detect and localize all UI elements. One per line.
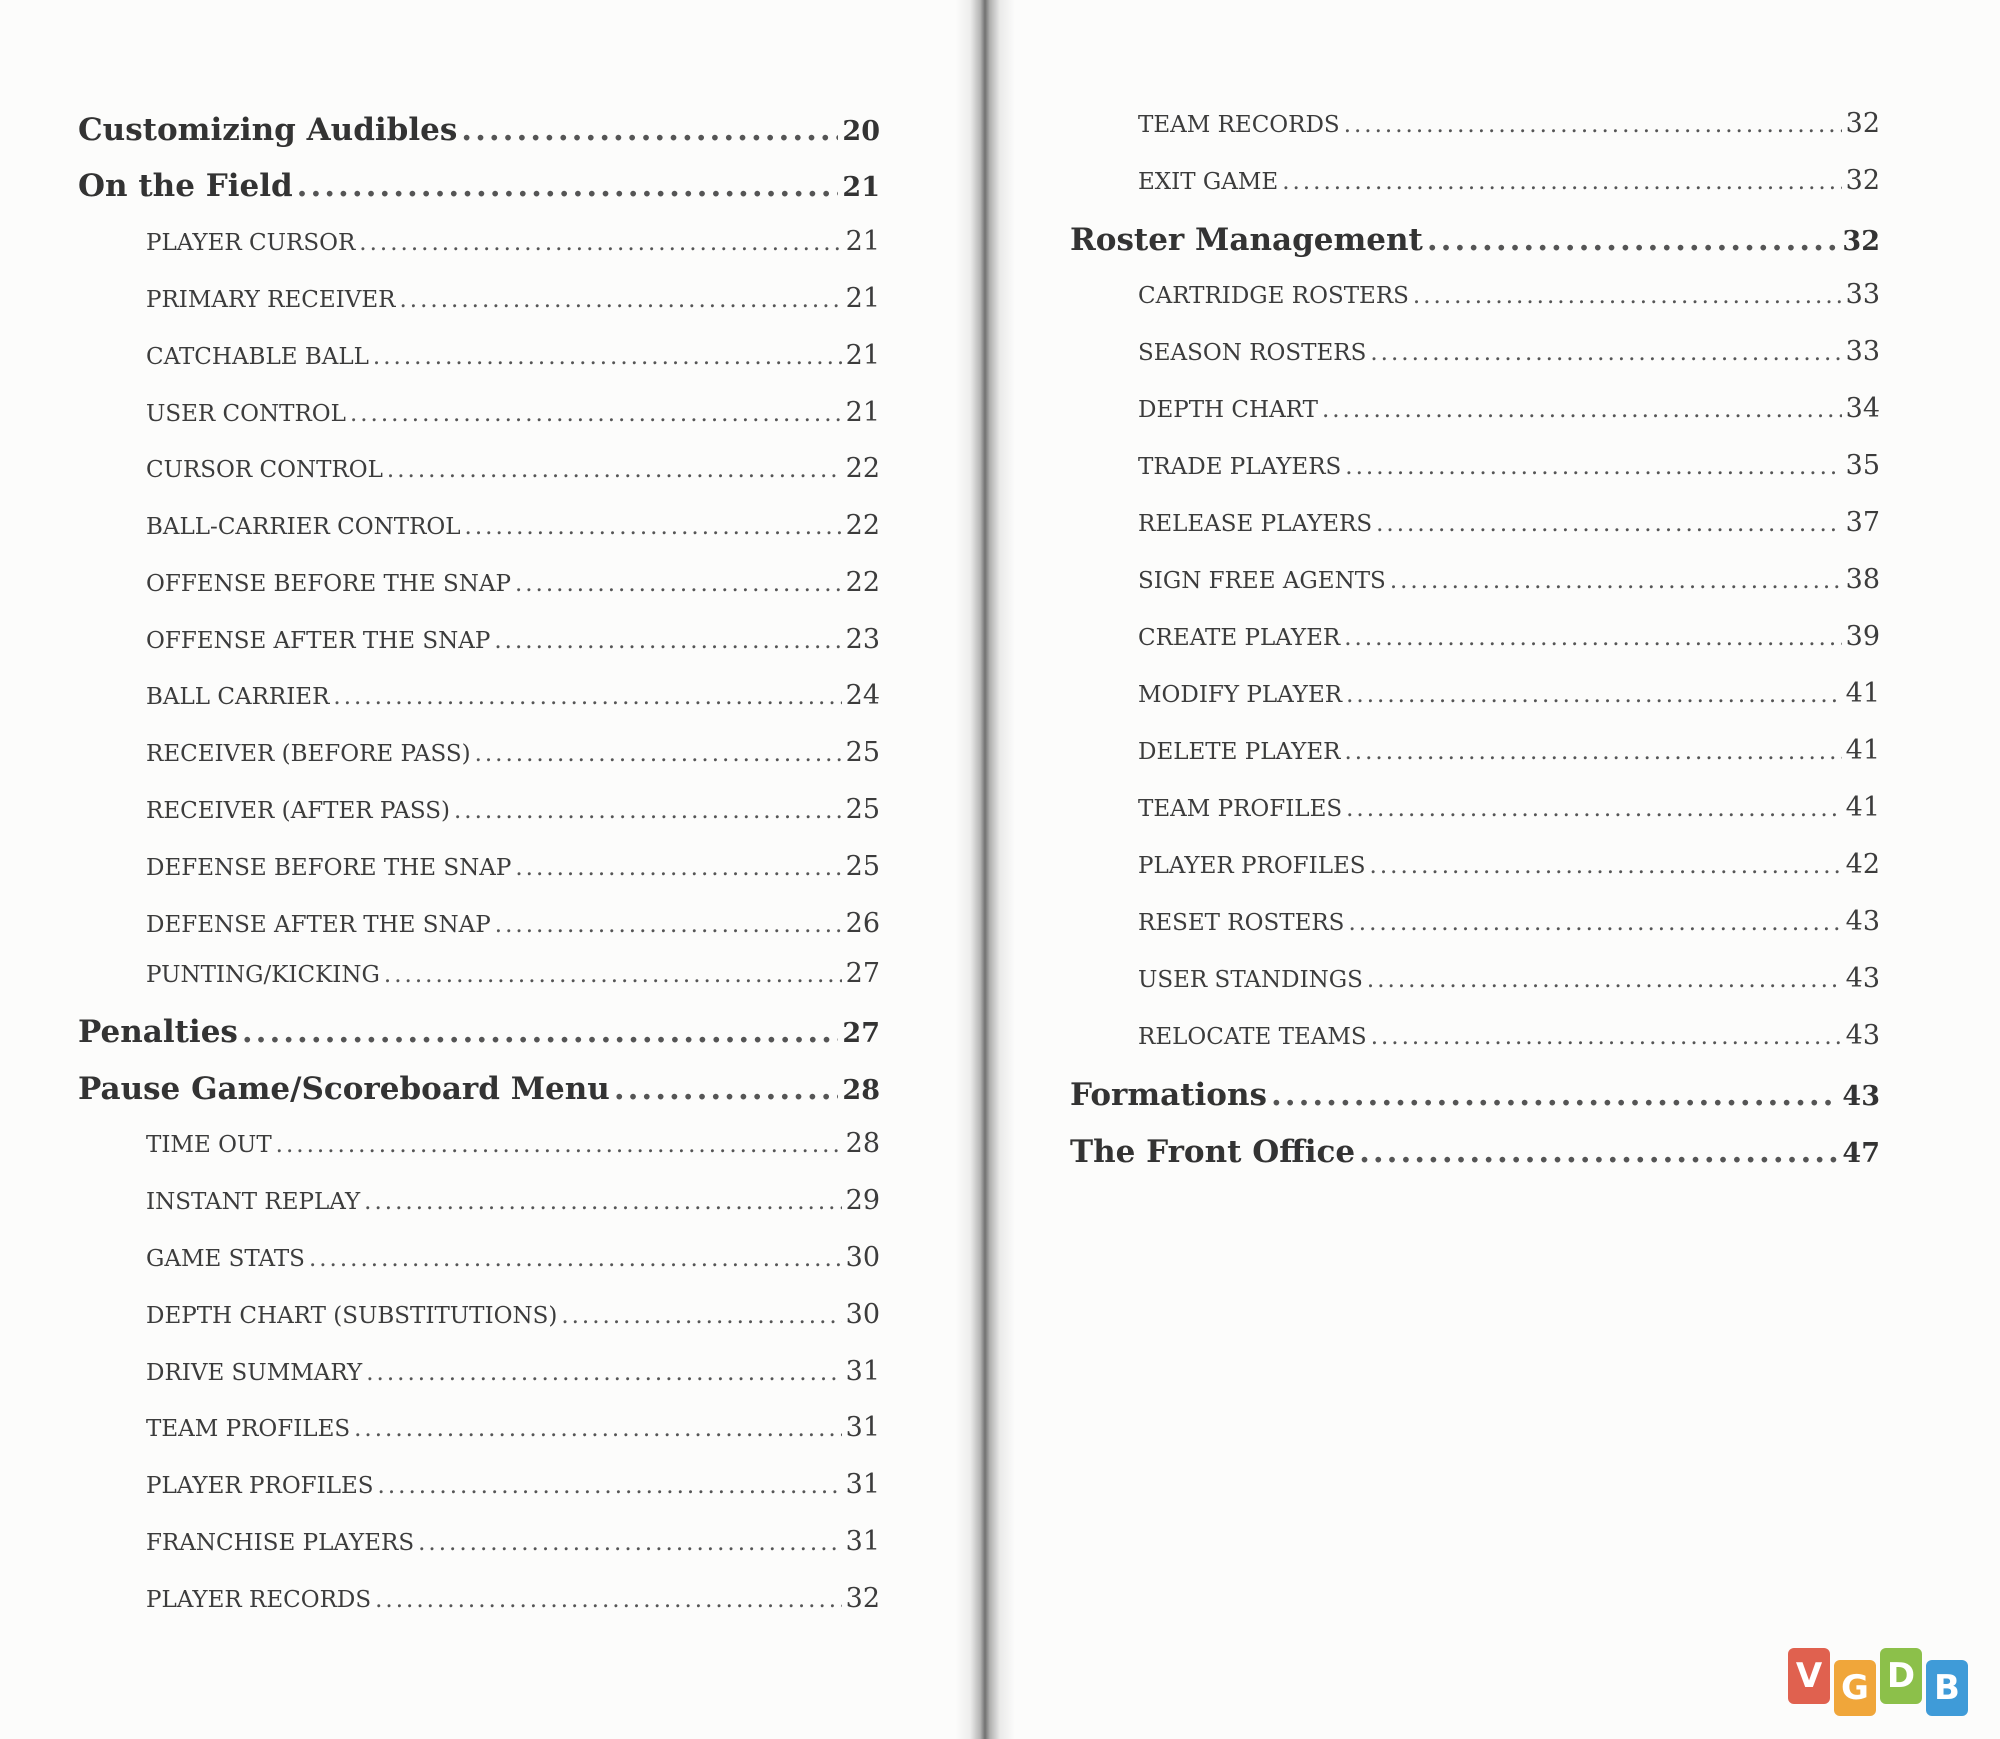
toc-entry-page-number: 31: [845, 1412, 880, 1443]
toc-entry-label: DELETE PLAYER: [1138, 739, 1341, 765]
toc-entry-label: Formations: [1070, 1077, 1267, 1113]
toc-entry-page-number: 32: [1842, 226, 1880, 257]
toc-entry-label: Pause Game/Scoreboard Menu: [78, 1071, 610, 1107]
dot-leader: [1348, 910, 1841, 936]
toc-entry: [146, 1526, 880, 1557]
dot-leader: [399, 287, 841, 313]
toc-entry-label: CARTRIDGE ROSTERS: [1138, 283, 1409, 309]
toc-entry-page-number: 28: [845, 1128, 880, 1159]
logo-letter: G: [1834, 1660, 1876, 1716]
toc-entry-label: RELOCATE TEAMS: [1138, 1024, 1367, 1050]
toc-entry: [1070, 1134, 1880, 1170]
vgdb-logo: [1788, 1648, 1968, 1714]
dot-leader: [495, 912, 842, 938]
dot-leader: [1427, 222, 1839, 258]
toc-entry-label: DEFENSE AFTER THE SNAP: [146, 912, 491, 938]
right-page: [992, 0, 2000, 1739]
dot-leader: [1345, 454, 1841, 480]
toc-entry-label: FRANCHISE PLAYERS: [146, 1530, 415, 1556]
toc-entry-page-number: 33: [1845, 336, 1880, 367]
toc-entry-page-number: 21: [845, 226, 880, 257]
dot-leader: [418, 1530, 842, 1556]
toc-entry: [1138, 450, 1880, 481]
toc-entry-page-number: 31: [845, 1356, 880, 1387]
toc-entry-label: CREATE PLAYER: [1138, 625, 1341, 651]
toc-entry-label: On the Field: [78, 168, 293, 204]
dot-leader: [354, 1416, 842, 1442]
toc-entry-label: RESET ROSTERS: [1138, 910, 1345, 936]
logo-letter: D: [1880, 1648, 1922, 1704]
dot-leader: [276, 1132, 842, 1158]
dot-leader: [1322, 397, 1842, 423]
dot-leader: [350, 401, 842, 427]
toc-entry-label: PLAYER PROFILES: [146, 1473, 374, 1499]
toc-entry-page-number: 32: [1845, 165, 1880, 196]
dot-leader: [1413, 283, 1842, 309]
toc-entry-label: TEAM PROFILES: [1138, 796, 1343, 822]
toc-entry: [1138, 336, 1880, 367]
toc-entry: [146, 226, 880, 257]
dot-leader: [1271, 1077, 1838, 1113]
dot-leader: [373, 344, 842, 370]
toc-entry-page-number: 25: [845, 737, 880, 768]
toc-entry-label: DEFENSE BEFORE THE SNAP: [146, 855, 512, 881]
toc-entry: [146, 567, 880, 598]
toc-entry: [146, 340, 880, 371]
toc-entry-page-number: 43: [1845, 963, 1880, 994]
toc-entry-page-number: 25: [845, 794, 880, 825]
toc-entry: [146, 1242, 880, 1273]
toc-entry-page-number: 25: [845, 851, 880, 882]
toc-entry: [146, 737, 880, 768]
dot-leader: [515, 855, 841, 881]
dot-leader: [359, 230, 841, 256]
toc-entry-label: MODIFY PLAYER: [1138, 682, 1343, 708]
toc-entry-label: BALL-CARRIER CONTROL: [146, 514, 461, 540]
toc-entry-label: PUNTING/KICKING: [146, 962, 380, 988]
dot-leader: [494, 628, 841, 654]
toc-entry: [146, 1128, 880, 1159]
toc-entry: [1138, 393, 1880, 424]
toc-entry: [1138, 1020, 1880, 1051]
toc-entry-page-number: 26: [845, 908, 880, 939]
toc-entry: [78, 1071, 880, 1107]
toc-entry-page-number: 41: [1845, 678, 1880, 709]
toc-entry: [78, 1014, 880, 1050]
toc-entry-page-number: 21: [842, 172, 880, 203]
toc-entry-label: TRADE PLAYERS: [1138, 454, 1342, 480]
toc-entry-page-number: 20: [842, 116, 880, 147]
toc-entry-label: PLAYER PROFILES: [1138, 853, 1366, 879]
toc-entry: [146, 1412, 880, 1443]
dot-leader: [454, 798, 842, 824]
dot-leader: [1359, 1134, 1838, 1170]
toc-entry-label: TEAM RECORDS: [1138, 112, 1340, 138]
toc-entry-page-number: 43: [1845, 1020, 1880, 1051]
toc-entry: [1138, 849, 1880, 880]
dot-leader: [375, 1587, 842, 1613]
toc-entry-page-number: 33: [1845, 279, 1880, 310]
toc-entry-page-number: 29: [845, 1185, 880, 1216]
dot-leader: [364, 1189, 841, 1215]
toc-entry-page-number: 35: [1845, 450, 1880, 481]
toc-entry: [1138, 792, 1880, 823]
toc-entry-page-number: 31: [845, 1469, 880, 1500]
dot-leader: [1370, 340, 1841, 366]
toc-entry: [1138, 621, 1880, 652]
toc-entry-label: USER CONTROL: [146, 401, 346, 427]
toc-entry: [1138, 963, 1880, 994]
toc-entry-label: BALL CARRIER: [146, 684, 330, 710]
dot-leader: [1346, 796, 1842, 822]
toc-entry: [1138, 279, 1880, 310]
toc-entry: [78, 112, 880, 148]
toc-entry-label: PLAYER CURSOR: [146, 230, 356, 256]
toc-entry-label: Roster Management: [1070, 222, 1423, 258]
toc-entry-label: INSTANT REPLAY: [146, 1189, 361, 1215]
toc-entry: [146, 1583, 880, 1614]
dot-leader: [1344, 739, 1841, 765]
dot-leader: [461, 112, 838, 148]
toc-entry: [1070, 1077, 1880, 1113]
toc-entry: [1138, 906, 1880, 937]
toc-entry: [146, 1299, 880, 1330]
toc-entry-page-number: 37: [1845, 507, 1880, 538]
toc-entry: [78, 168, 880, 204]
toc-entry: [1138, 108, 1880, 139]
toc-entry: [146, 958, 880, 989]
dot-leader: [242, 1014, 839, 1050]
dot-leader: [1367, 967, 1842, 993]
toc-entry-page-number: 21: [845, 283, 880, 314]
book-gutter: [955, 0, 1015, 1739]
toc-entry-label: The Front Office: [1070, 1134, 1356, 1170]
toc-entry-label: DEPTH CHART (SUBSTITUTIONS): [146, 1303, 558, 1329]
toc-entry-label: GAME STATS: [146, 1246, 305, 1272]
dot-leader: [1344, 112, 1842, 138]
toc-entry: [1138, 735, 1880, 766]
toc-entry-page-number: 39: [1845, 621, 1880, 652]
toc-entry-page-number: 41: [1845, 735, 1880, 766]
toc-entry-page-number: 41: [1845, 792, 1880, 823]
toc-entry-label: CURSOR CONTROL: [146, 457, 383, 483]
dot-leader: [1346, 682, 1842, 708]
dot-leader: [1371, 1024, 1842, 1050]
toc-entry: [146, 680, 880, 711]
toc-entry-label: TEAM PROFILES: [146, 1416, 351, 1442]
toc-entry-page-number: 47: [1842, 1138, 1880, 1169]
toc-entry-page-number: 43: [1845, 906, 1880, 937]
toc-entry-page-number: 22: [845, 453, 880, 484]
toc-entry-label: CATCHABLE BALL: [146, 344, 369, 370]
toc-entry: [146, 397, 880, 428]
dot-leader: [561, 1303, 841, 1329]
toc-entry: [146, 908, 880, 939]
toc-entry: [1070, 222, 1880, 258]
toc-entry-page-number: 22: [845, 510, 880, 541]
toc-entry: [146, 1469, 880, 1500]
toc-entry-page-number: 42: [1845, 849, 1880, 880]
toc-entry-label: PRIMARY RECEIVER: [146, 287, 396, 313]
toc-entry: [146, 510, 880, 541]
dot-leader: [475, 741, 842, 767]
dot-leader: [387, 457, 842, 483]
toc-entry-page-number: 31: [845, 1526, 880, 1557]
dot-leader: [309, 1246, 842, 1272]
left-page: [0, 0, 975, 1739]
toc-entry: [146, 1185, 880, 1216]
toc-entry-label: SIGN FREE AGENTS: [1138, 568, 1386, 594]
toc-entry-page-number: 30: [845, 1299, 880, 1330]
logo-letter: V: [1788, 1648, 1830, 1704]
toc-entry: [146, 851, 880, 882]
dot-leader: [1390, 568, 1842, 594]
toc-entry-page-number: 32: [845, 1583, 880, 1614]
dot-leader: [465, 514, 842, 540]
toc-entry-page-number: 22: [845, 567, 880, 598]
dot-leader: [614, 1071, 839, 1107]
toc-entry-page-number: 21: [845, 397, 880, 428]
toc-entry-page-number: 30: [845, 1242, 880, 1273]
dot-leader: [1370, 853, 1842, 879]
toc-entry-page-number: 21: [845, 340, 880, 371]
dot-leader: [384, 962, 842, 988]
toc-entry: [1138, 678, 1880, 709]
toc-entry-label: Customizing Audibles: [78, 112, 458, 148]
dot-leader: [366, 1360, 841, 1386]
dot-leader: [1376, 511, 1842, 537]
dot-leader: [378, 1473, 842, 1499]
dot-leader: [515, 571, 842, 597]
toc-entry: [1138, 564, 1880, 595]
toc-entry-label: RECEIVER (BEFORE PASS): [146, 741, 471, 767]
toc-entry-page-number: 38: [1845, 564, 1880, 595]
toc-entry: [1138, 507, 1880, 538]
toc-entry-page-number: 43: [1842, 1081, 1880, 1112]
toc-entry-label: RELEASE PLAYERS: [1138, 511, 1373, 537]
dot-leader: [1282, 169, 1841, 195]
toc-entry-page-number: 27: [845, 958, 880, 989]
toc-entry-page-number: 23: [845, 624, 880, 655]
logo-letter: B: [1926, 1660, 1968, 1716]
toc-entry-page-number: 28: [842, 1075, 880, 1106]
toc-entry: [146, 283, 880, 314]
toc-entry-label: TIME OUT: [146, 1132, 272, 1158]
toc-entry: [146, 453, 880, 484]
toc-entry-label: OFFENSE AFTER THE SNAP: [146, 628, 491, 654]
toc-entry: [146, 1356, 880, 1387]
toc-entry-page-number: 34: [1845, 393, 1880, 424]
toc-entry: [146, 624, 880, 655]
toc-entry-label: USER STANDINGS: [1138, 967, 1363, 993]
toc-entry-label: RECEIVER (AFTER PASS): [146, 798, 450, 824]
toc-entry-page-number: 24: [845, 680, 880, 711]
toc-entry-label: EXIT GAME: [1138, 169, 1279, 195]
toc-entry-label: Penalties: [78, 1014, 238, 1050]
toc-entry: [1138, 165, 1880, 196]
toc-entry-label: DRIVE SUMMARY: [146, 1360, 363, 1386]
toc-entry-page-number: 32: [1845, 108, 1880, 139]
toc-entry-label: PLAYER RECORDS: [146, 1587, 372, 1613]
dot-leader: [297, 168, 839, 204]
toc-entry-label: DEPTH CHART: [1138, 397, 1318, 423]
toc-entry-label: SEASON ROSTERS: [1138, 340, 1367, 366]
toc-entry-label: OFFENSE BEFORE THE SNAP: [146, 571, 511, 597]
toc-entry: [146, 794, 880, 825]
dot-leader: [333, 684, 841, 710]
dot-leader: [1344, 625, 1841, 651]
toc-entry-page-number: 27: [842, 1018, 880, 1049]
